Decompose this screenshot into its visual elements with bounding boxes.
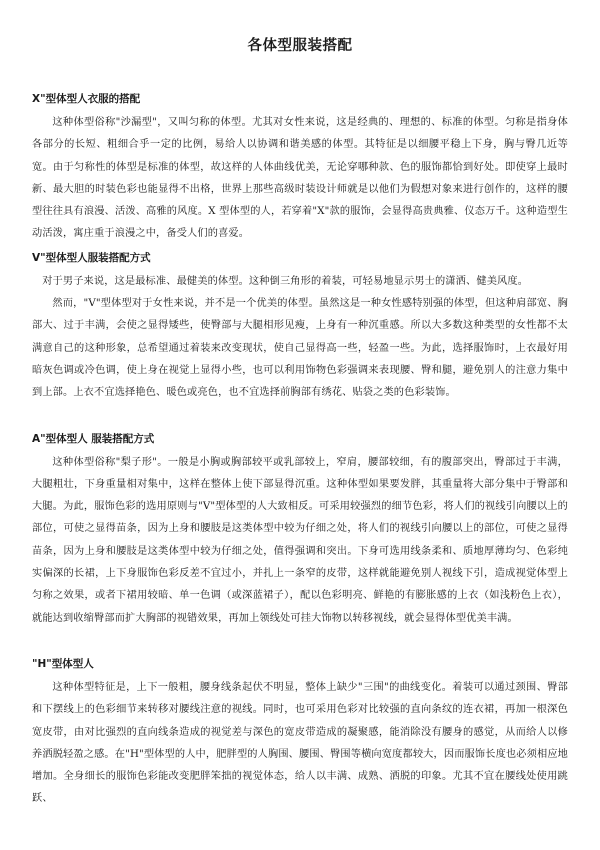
section-paragraph: 这种体型俗称"沙漏型"，又叫匀称的体型。尤其对女性来说，这是经典的、理想的、标准的体型。匀称是指身体各部分的长短、粗细合乎一定的比例，易给人以协调和谐美感的体型。其特征是以细腰平稳上下身，胸与臀几近等宽。由于匀称性的体型是标准的体型，故这样的人体曲线优美，无论穿哪种款、色的服饰都恰到好处。即使穿上最时新、最大胆的时装色彩也能显得不出格，世界上那些高级时装设计师就是以他们为假想对象来进行创作的，这样的腰型往往具有浪漫、活泼、高雅的风度。X 型体型的人，若穿着"X"款的服饰，会显得高贵典雅、仪态万千。这种造型生动活泼，寓庄重于浪漫之中，备受人们的喜爱。 [32, 117, 568, 240]
section-paragraph: 然而，"V"型体型对于女性来说，并不是一个优美的体型。虽然这是一种女性感特别强的体型，但这种肩部宽、胸部大、过于丰满，会使之显得矮些，使臀部与大腿相形见瘦，上身有一种沉重感。所以大多数这种类型的女性都不太满意自己的这种形象，总希望通过着装来改变现状，使自己显得高一些，轻盈一些。为此，选择服饰时，上衣最好用暗灰色调或冷色调，使上身在视觉上显得小些，也可以利用饰物色彩强调来表现腰、臀和腿，避免别人的注意力集中到上部。上衣不宜选择艳色、暖色或亮色，也不宜选择前胸部有绣花、贴袋之类的色彩装饰。 [32, 298, 568, 399]
section-v-type [32, 250, 568, 405]
section-heading: "H"型体型人 [32, 657, 94, 670]
section-heading: X"型体型人衣服的搭配 [32, 93, 141, 105]
section-h-type [32, 656, 568, 811]
section-paragraph: 这种体型俗称"梨子形"。一般是小胸或胸部较平或乳部较上，窄肩，腰部较细，有的腹部突出，臀部过于丰满，大腿粗壮，下身重量相对集中，这样在整体上使下部显得沉重。这种体型如果要发胖，其重量将大部分集中于臀部和大腿。为此，服饰色彩的选用原则与"V"型体型的人大致相反。可采用较强烈的细节色彩，将人们的视线引向腰以上的部位，可使之显得苗条，因为上身和腰肢是这类体型中较为仔细之处，将人们的视线引向腰以上的部位，可使之显得苗条，因为上身和腰肢是这类体型中较为仔细之处，值得强调和突出。下身可选用线条柔和、质地厚薄均匀、色彩纯实偏深的长裙，上下身服饰色彩反差不宜过小，并扎上一条窄的皮带，这样就能避免别人视线下引，造成视觉体型上匀称之效果，或者下裙用较暗、单一色调（或深蓝裙子），配以色彩明亮、鲜艳的有膨胀感的上衣（如浅粉色上衣），就能达到收缩臀部而扩大胸部的视错效果，再加上领线处可挂大饰物以转移视线，就会显得体型优美丰满。 [32, 456, 568, 624]
section-heading: V"型体型人服装搭配方式 [32, 251, 151, 264]
section-paragraph: 这种体型特征是，上下一般粗，腰身线条起伏不明显，整体上缺少"三围"的曲线变化。着装可以通过颈围、臀部和下摆线上的色彩细节来转移对腰线注意的视线。同时，也可采用色彩对比较强的直向条纹的连衣裙，再加一根深色宽皮带，由对比强烈的直向线条造成的视觉差与深色的宽皮带造成的凝聚感，能消除没有腰身的感觉，从而给人以修养洒脱轻盈之感。在"H"型体型的人中，肥胖型的人胸围、腰围、臀围等横向宽度都较大，因而服饰长度也必须相应地增加。全身细长的服饰色彩能改变肥胖笨拙的视觉体态，给人以丰满、成熟、洒脱的印象。尤其不宜在腰线处使用跳跃、 [32, 681, 568, 805]
section-paragraph: 对于男子来说，这是最标准、最健美的体型。这种倒三角形的着装，可轻易地显示男士的潇洒、健美风度。 [42, 275, 529, 287]
section-x-type [32, 91, 568, 246]
section-a-type [32, 431, 568, 630]
document-title: 各体型服装搭配 [247, 38, 353, 54]
section-heading: A"型体型人 服装搭配方式 [32, 432, 155, 445]
